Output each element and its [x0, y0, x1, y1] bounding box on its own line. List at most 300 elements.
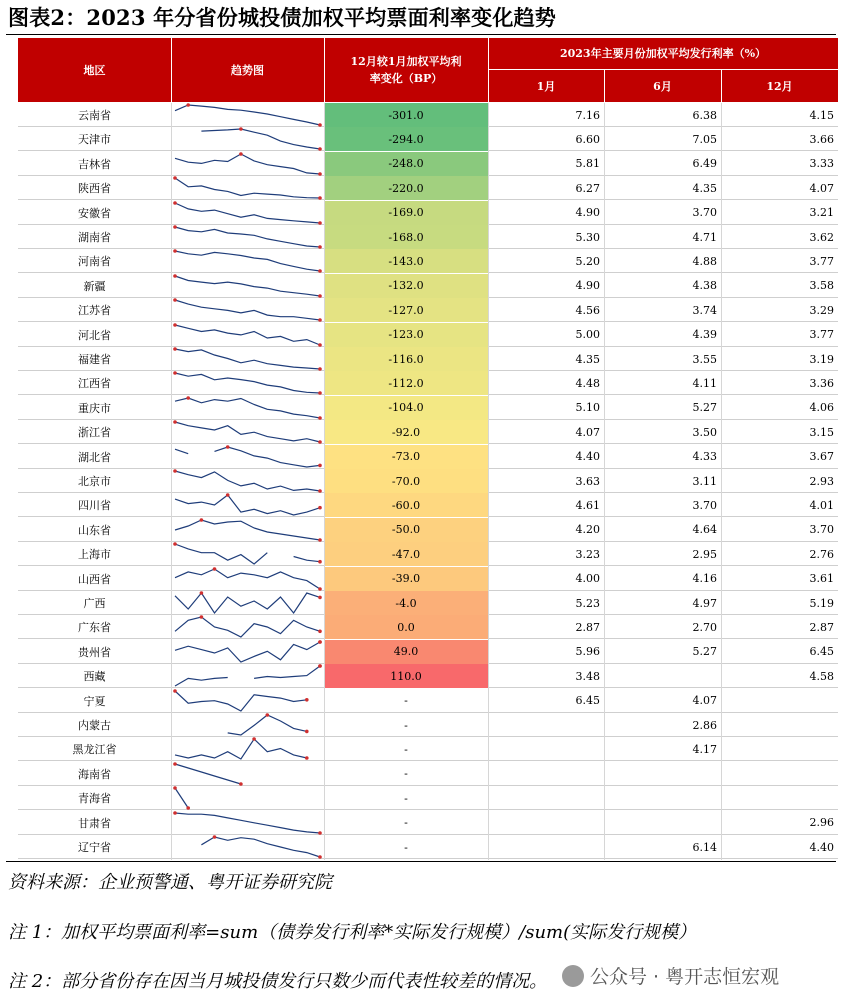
trend-sparkline [171, 298, 324, 322]
jan-rate-cell: 6.27 [575, 181, 600, 195]
sparkline-last-point [318, 463, 322, 467]
table-row [18, 371, 838, 395]
change-bp-cell: -301.0 [324, 103, 488, 127]
header-jun: 6月 [653, 79, 672, 93]
sparkline-high-point [173, 201, 177, 205]
table-row [18, 127, 838, 151]
trend-sparkline [171, 371, 324, 395]
jan-rate-cell: 4.90 [575, 206, 600, 220]
region-cell: 新疆 [83, 279, 106, 293]
jan-rate-cell: 5.20 [575, 254, 600, 268]
sparkline-series-line [201, 129, 320, 149]
page-title: 图表2：2023 年分省份城投债加权平均票面利率变化趋势 [8, 5, 556, 30]
header-dec: 12月 [766, 79, 793, 93]
trend-sparkline [171, 176, 324, 200]
trend-sparkline-cell [171, 103, 324, 127]
sparkline-last-point [239, 782, 243, 786]
jun-rate-cell: 6.38 [692, 108, 717, 122]
jun-rate-cell: 2.70 [692, 620, 717, 634]
sparkline-last-point [186, 806, 190, 810]
sparkline-series-line [175, 520, 320, 540]
trend-sparkline [171, 689, 324, 713]
region-cell: 河北省 [78, 328, 111, 342]
dec-rate-cell: 4.58 [809, 669, 834, 683]
sparkline-series-line [175, 449, 188, 454]
change-bp-cell: - [404, 840, 408, 854]
table-row [18, 518, 838, 542]
sparkline-high-point [213, 567, 217, 571]
change-bp-cell: -50.0 [324, 518, 488, 542]
sparkline-series-line [175, 325, 320, 345]
table-row [18, 811, 838, 835]
sparkline-series-line [175, 178, 320, 198]
header-divider [488, 38, 489, 102]
header-divider [324, 38, 325, 102]
jun-rate-cell [604, 762, 721, 786]
jan-rate-cell: 5.10 [575, 401, 600, 415]
table-row [18, 152, 838, 176]
dec-rate-cell: 3.15 [809, 425, 834, 439]
change-bp-cell: - [404, 694, 408, 708]
sparkline-last-point [305, 698, 309, 702]
jan-rate-cell [488, 811, 604, 835]
sparkline-high-point [266, 713, 270, 717]
jun-rate-cell: 2.95 [692, 547, 717, 561]
trend-sparkline-cell [171, 298, 324, 322]
sparkline-high-point [200, 518, 204, 522]
change-bp-cell: -39.0 [324, 567, 488, 591]
table-row [18, 298, 838, 322]
jun-rate-cell: 4.17 [692, 742, 717, 756]
header-divider [488, 69, 838, 70]
sparkline-high-point [239, 128, 243, 132]
change-bp-cell: -169.0 [324, 201, 488, 225]
sparkline-series-line [175, 398, 320, 418]
region-cell: 广东省 [78, 621, 111, 635]
region-cell: 贵州省 [78, 645, 111, 659]
trend-sparkline-cell [171, 249, 324, 273]
trend-sparkline [171, 396, 324, 420]
jan-rate-cell: 4.20 [575, 523, 600, 537]
dec-rate-cell: 2.76 [809, 547, 834, 561]
trend-sparkline [171, 835, 324, 859]
change-bp-cell: -4.0 [324, 591, 488, 615]
sparkline-series-line [294, 557, 320, 562]
jun-rate-cell: 6.49 [692, 157, 717, 171]
jan-rate-cell: 5.96 [575, 645, 600, 659]
header-change: 12月较1月加权平均利率变化（BP） [350, 55, 462, 85]
sparkline-last-point [318, 343, 322, 347]
sparkline-series-line [175, 691, 307, 711]
change-bp-cell: -70.0 [324, 469, 488, 493]
table-row [18, 640, 838, 664]
region-cell: 黑龙江省 [72, 743, 117, 757]
jun-rate-cell: 3.50 [692, 425, 717, 439]
trend-sparkline-cell [171, 152, 324, 176]
sparkline-high-point [186, 103, 190, 107]
table-row [18, 396, 838, 420]
sparkline-high-point [173, 420, 177, 424]
change-bp-cell: - [404, 767, 408, 781]
sparkline-high-point [173, 274, 177, 278]
dec-rate-cell: 3.29 [809, 303, 834, 317]
jan-rate-cell: 3.63 [575, 474, 600, 488]
sparkline-high-point [173, 786, 177, 790]
trend-sparkline [171, 493, 324, 517]
dec-rate-cell: 3.58 [809, 279, 834, 293]
jan-rate-cell: 4.07 [575, 425, 600, 439]
sparkline-last-point [318, 587, 322, 591]
table-row [18, 103, 838, 127]
jun-rate-cell [604, 786, 721, 810]
sparkline-last-point [318, 640, 322, 644]
table-row [18, 737, 838, 761]
jun-rate-cell: 7.05 [692, 132, 717, 146]
trend-sparkline [171, 420, 324, 444]
trend-sparkline [171, 664, 324, 688]
trend-sparkline-cell [171, 762, 324, 786]
trend-sparkline [171, 811, 324, 835]
header-trend: 趋势图 [231, 63, 264, 77]
change-bp-cell: -112.0 [324, 371, 488, 395]
sparkline-last-point [318, 221, 322, 225]
change-bp-cell: - [404, 816, 408, 830]
trend-sparkline-cell [171, 591, 324, 615]
change-bp-cell: -47.0 [324, 542, 488, 566]
dec-rate-cell: 5.19 [809, 596, 834, 610]
header-divider [171, 38, 172, 102]
trend-sparkline [171, 225, 324, 249]
dec-rate-cell: 3.19 [809, 352, 834, 366]
trend-sparkline-cell [171, 615, 324, 639]
change-bp-cell: -248.0 [324, 152, 488, 176]
dec-rate-cell: 3.61 [809, 572, 834, 586]
sparkline-high-point [200, 616, 204, 620]
region-cell: 宁夏 [83, 694, 106, 708]
dec-rate-cell: 4.15 [809, 108, 834, 122]
sparkline-last-point [318, 538, 322, 542]
sparkline-last-point [318, 440, 322, 444]
jan-rate-cell: 5.81 [575, 157, 600, 171]
sparkline-last-point [318, 489, 322, 493]
region-cell: 山东省 [78, 523, 111, 537]
trend-sparkline-cell [171, 518, 324, 542]
trend-sparkline [171, 274, 324, 298]
jun-rate-cell: 4.64 [692, 523, 717, 537]
jun-rate-cell: 3.55 [692, 352, 717, 366]
trend-sparkline-cell [171, 469, 324, 493]
jun-rate-cell: 2.86 [692, 718, 717, 732]
column-divider [721, 103, 722, 860]
region-cell: 吉林省 [78, 157, 111, 171]
sparkline-series-line [175, 471, 320, 491]
region-cell: 四川省 [78, 499, 111, 513]
sparkline-series-line [254, 666, 320, 678]
trend-sparkline [171, 347, 324, 371]
table-row [18, 274, 838, 298]
jan-rate-cell: 5.00 [575, 328, 600, 342]
sparkline-series-line [175, 276, 320, 296]
jan-rate-cell: 5.23 [575, 596, 600, 610]
table-row [18, 786, 838, 810]
change-bp-cell: - [404, 791, 408, 805]
dec-rate-cell: 4.01 [809, 498, 834, 512]
region-cell: 西藏 [83, 670, 106, 684]
sparkline-high-point [173, 347, 177, 351]
table-row [18, 176, 838, 200]
jan-rate-cell: 5.30 [575, 230, 600, 244]
table-row [18, 420, 838, 444]
jun-rate-cell: 4.97 [692, 596, 717, 610]
footnote-2: 注 2：部分省份存在因当月城投债发行只数少而代表性较差的情况。 [8, 971, 548, 992]
trend-sparkline [171, 103, 324, 127]
trend-sparkline-cell [171, 811, 324, 835]
region-cell: 湖北省 [78, 450, 111, 464]
jan-rate-cell [488, 713, 604, 737]
sparkline-high-point [173, 811, 177, 815]
sparkline-series-line [175, 154, 320, 174]
trend-sparkline-cell [171, 640, 324, 664]
region-cell: 北京市 [78, 475, 111, 488]
region-cell: 青海省 [78, 792, 111, 806]
sparkline-high-point [239, 152, 243, 156]
region-cell: 上海市 [78, 548, 111, 562]
watermark [562, 962, 779, 989]
sparkline-last-point [318, 245, 322, 249]
jun-rate-cell: 5.27 [692, 401, 717, 415]
jan-rate-cell: 4.48 [575, 376, 600, 390]
dec-rate-cell [721, 737, 838, 761]
table-row [18, 225, 838, 249]
sparkline-last-point [318, 270, 322, 274]
dec-rate-cell: 6.45 [809, 645, 834, 659]
dec-rate-cell [721, 762, 838, 786]
sparkline-high-point [173, 298, 177, 302]
header-month-group: 2023年主要月份加权平均发行利率（%） [559, 47, 767, 60]
sparkline-series-line [175, 349, 320, 369]
column-divider [488, 103, 489, 860]
trend-sparkline-cell [171, 225, 324, 249]
table-row [18, 347, 838, 371]
sparkline-series-line [175, 739, 307, 759]
table-row [18, 713, 838, 737]
change-bp-cell: 110.0 [324, 664, 488, 688]
jan-rate-cell: 3.48 [575, 669, 600, 683]
table-row [18, 591, 838, 615]
jun-rate-cell: 4.88 [692, 254, 717, 268]
region-cell: 河南省 [78, 255, 111, 269]
jan-rate-cell: 4.90 [575, 279, 600, 293]
region-cell: 湖南省 [78, 231, 111, 244]
jan-rate-cell: 4.61 [575, 498, 600, 512]
region-cell: 江西省 [78, 377, 111, 391]
region-cell: 福建省 [78, 353, 111, 366]
trend-sparkline [171, 127, 324, 151]
sparkline-last-point [318, 196, 322, 200]
sparkline-last-point [318, 855, 322, 859]
sparkline-high-point [226, 494, 230, 498]
jan-rate-cell [488, 737, 604, 761]
jun-rate-cell: 6.14 [692, 840, 717, 854]
change-bp-cell: -116.0 [324, 347, 488, 371]
jun-rate-cell: 4.11 [692, 376, 717, 390]
trend-sparkline-cell [171, 713, 324, 737]
trend-sparkline-cell [171, 737, 324, 761]
sparkline-series-line [175, 642, 320, 662]
jan-rate-cell [488, 786, 604, 810]
header-region: 地区 [83, 63, 106, 77]
jun-rate-cell: 3.11 [692, 474, 717, 488]
change-bp-cell: -92.0 [324, 420, 488, 444]
trend-sparkline [171, 591, 324, 615]
dec-rate-cell: 3.70 [809, 523, 834, 537]
wechat-icon [562, 965, 584, 987]
change-bp-cell: -132.0 [324, 274, 488, 298]
sparkline-last-point [318, 172, 322, 176]
trend-sparkline-cell [171, 201, 324, 225]
jan-rate-cell: 2.87 [575, 620, 600, 634]
sparkline-series-line [175, 422, 320, 442]
trend-sparkline [171, 152, 324, 176]
change-bp-cell: -123.0 [324, 323, 488, 347]
jan-rate-cell: 4.35 [575, 352, 600, 366]
sparkline-last-point [318, 318, 322, 322]
sparkline-last-point [305, 757, 309, 761]
column-divider [324, 103, 325, 860]
dec-rate-cell [721, 689, 838, 713]
sparkline-series-line [175, 544, 267, 564]
region-cell: 云南省 [78, 109, 111, 122]
table-row [18, 469, 838, 493]
sparkline-series-line [201, 837, 320, 857]
sparkline-high-point [252, 738, 256, 742]
jun-rate-cell: 3.74 [692, 303, 717, 317]
trend-sparkline-cell [171, 323, 324, 347]
sparkline-last-point [305, 730, 309, 734]
source-note: 资料来源：企业预警通、粤开证券研究院 [8, 872, 332, 893]
region-cell: 重庆市 [78, 401, 111, 415]
jun-rate-cell: 4.16 [692, 572, 717, 586]
trend-sparkline-cell [171, 445, 324, 469]
jun-rate-cell: 4.35 [692, 181, 717, 195]
sparkline-series-line [175, 300, 320, 320]
dec-rate-cell: 3.77 [809, 254, 834, 268]
sparkline-last-point [318, 630, 322, 634]
sparkline-series-line [228, 715, 307, 735]
sparkline-series-line [175, 813, 320, 833]
table-row [18, 542, 838, 566]
sparkline-last-point [318, 664, 322, 668]
dec-rate-cell: 3.33 [809, 157, 834, 171]
region-cell: 天津市 [78, 133, 111, 147]
dec-rate-cell: 3.77 [809, 328, 834, 342]
sparkline-last-point [318, 506, 322, 510]
sparkline-high-point [173, 225, 177, 229]
dec-rate-cell: 4.07 [809, 181, 834, 195]
sparkline-last-point [318, 560, 322, 564]
table-header [18, 38, 838, 102]
table-body [18, 103, 838, 860]
trend-sparkline [171, 567, 324, 591]
sparkline-series-line [175, 495, 320, 515]
sparkline-high-point [186, 396, 190, 400]
column-divider [604, 103, 605, 860]
region-cell: 安徽省 [78, 206, 111, 220]
sparkline-series-line [175, 764, 241, 784]
dec-rate-cell [721, 786, 838, 810]
trend-sparkline-cell [171, 689, 324, 713]
sparkline-high-point [213, 835, 217, 839]
region-cell: 浙江省 [78, 426, 111, 440]
sparkline-series-line [175, 227, 320, 247]
jan-rate-cell [488, 762, 604, 786]
table-row [18, 664, 838, 688]
sparkline-last-point [318, 392, 322, 396]
sparkline-series-line [175, 788, 188, 808]
table-row [18, 249, 838, 273]
trend-sparkline-cell [171, 835, 324, 859]
jan-rate-cell: 4.40 [575, 450, 600, 464]
jun-rate-cell: 3.70 [692, 206, 717, 220]
region-cell: 内蒙古 [78, 719, 111, 732]
jun-rate-cell [604, 664, 721, 688]
sparkline-series-line [175, 617, 320, 637]
trend-sparkline-cell [171, 347, 324, 371]
column-divider [171, 103, 172, 860]
trend-sparkline-cell [171, 786, 324, 810]
dec-rate-cell: 3.66 [809, 132, 834, 146]
change-bp-cell: - [404, 742, 408, 756]
sparkline-series-line [175, 251, 320, 271]
sparkline-last-point [318, 596, 322, 600]
sparkline-high-point [173, 372, 177, 376]
change-bp-cell: -294.0 [324, 127, 488, 151]
sparkline-series-line [175, 105, 320, 125]
trend-sparkline [171, 640, 324, 664]
jan-rate-cell: 6.45 [575, 694, 600, 708]
sparkline-high-point [173, 323, 177, 327]
trend-sparkline [171, 201, 324, 225]
sparkline-high-point [173, 469, 177, 473]
jun-rate-cell: 4.33 [692, 450, 717, 464]
change-bp-cell: -168.0 [324, 225, 488, 249]
change-bp-cell: -60.0 [324, 493, 488, 517]
trend-sparkline [171, 518, 324, 542]
change-bp-cell: -127.0 [324, 298, 488, 322]
trend-sparkline-cell [171, 542, 324, 566]
header-divider [604, 70, 605, 102]
sparkline-last-point [318, 294, 322, 298]
header-jan: 1月 [536, 79, 556, 93]
table-row [18, 762, 838, 786]
region-cell: 山西省 [78, 572, 111, 586]
jun-rate-cell [604, 811, 721, 835]
footnote-1: 注 1：加权平均票面利率=sum（债券发行利率*实际发行规模）/sum(实际发行规模） [8, 922, 697, 943]
dec-rate-cell: 3.36 [809, 376, 834, 390]
sparkline-last-point [318, 416, 322, 420]
jan-rate-cell [488, 835, 604, 859]
table-row [18, 445, 838, 469]
jun-rate-cell: 4.71 [692, 230, 717, 244]
trend-sparkline-cell [171, 274, 324, 298]
sparkline-high-point [173, 542, 177, 546]
jun-rate-cell: 4.38 [692, 279, 717, 293]
change-bp-cell: - [404, 718, 408, 732]
table-row [18, 201, 838, 225]
trend-sparkline [171, 469, 324, 493]
trend-sparkline-cell [171, 371, 324, 395]
trend-sparkline [171, 737, 324, 761]
